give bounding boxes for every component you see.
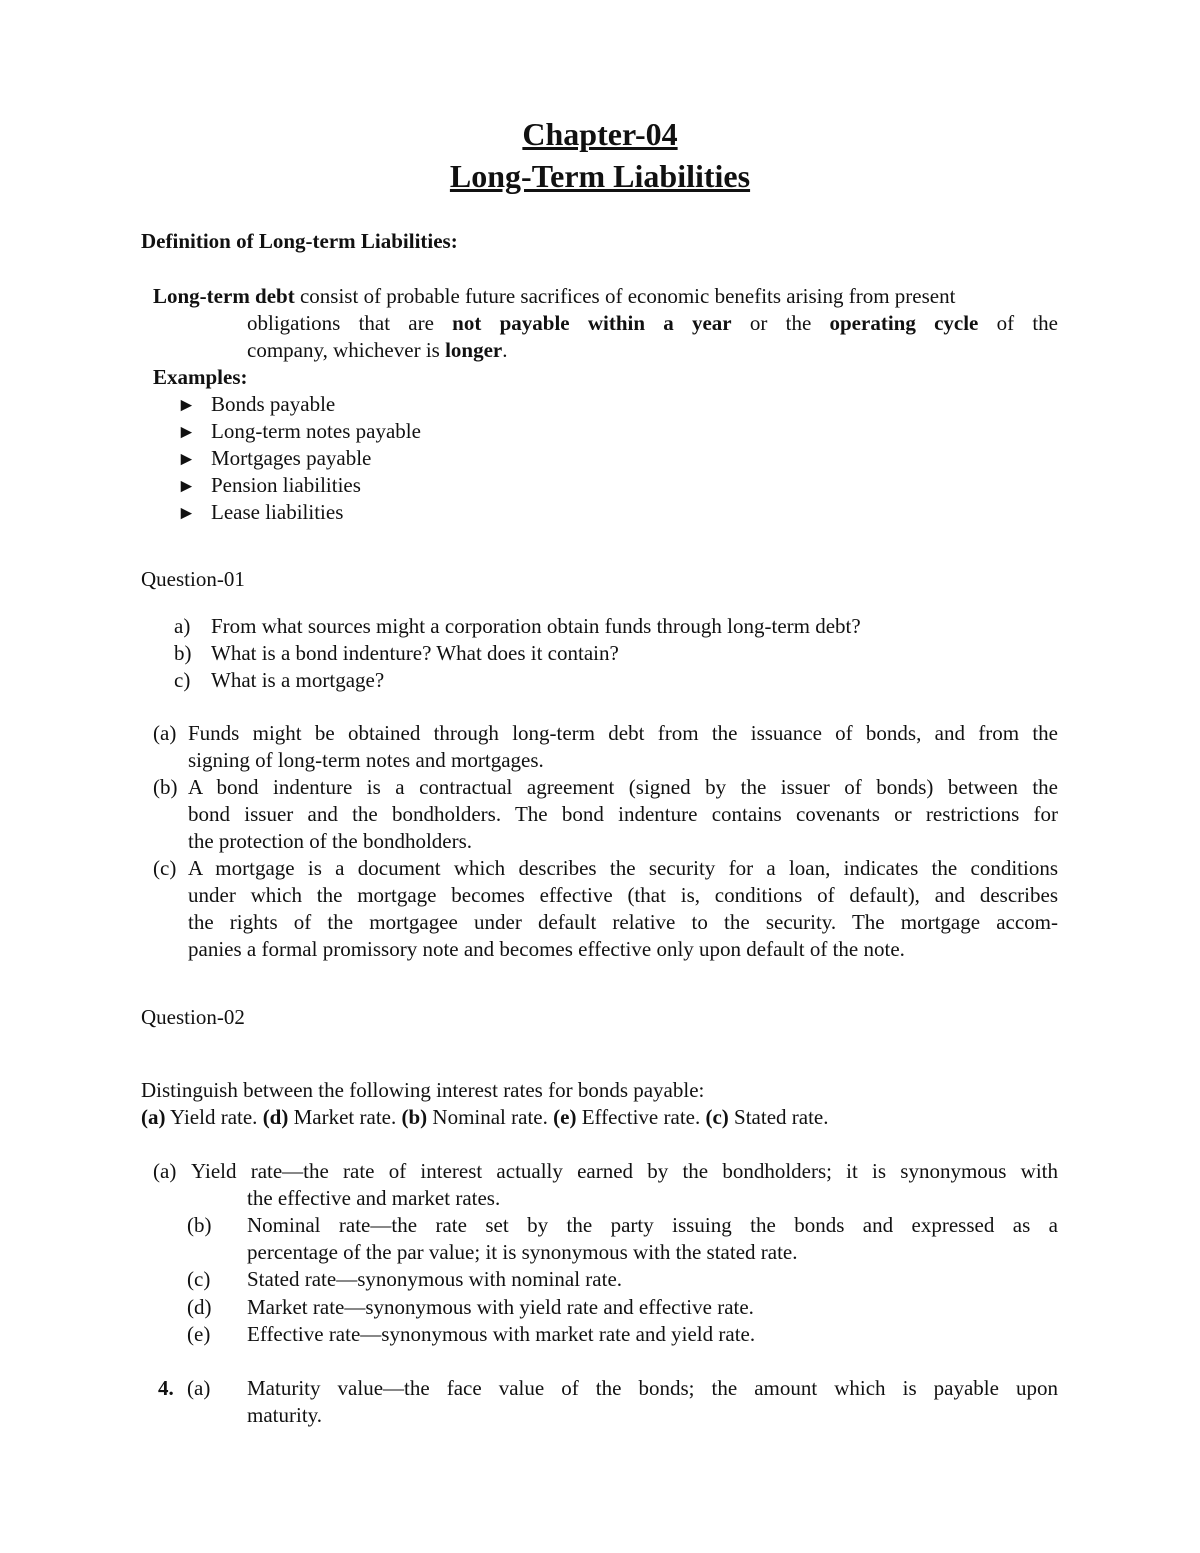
definition-text-2a: obligations that are — [247, 311, 453, 335]
rate-answer-line: the effective and market rates. — [247, 1186, 501, 1210]
example-item — [177, 472, 361, 500]
term-mark: (c) — [705, 1105, 729, 1129]
rate-answer-line: Market rate—synonymous with yield rate and effective rate. — [247, 1295, 754, 1319]
page-title: Long-Term Liabilities — [449, 158, 751, 194]
triangle-bullet-icon: ► — [177, 503, 196, 524]
answer-line: bond issuer and the bondholders. The bond indenture contains covenants or restrictions for — [188, 802, 1058, 826]
answer-line: signing of long-term notes and mortgages. — [188, 748, 544, 772]
rate-answer-line: Yield rate—the rate of interest actually earned by the bondholders; it is synonymous with — [191, 1159, 1058, 1183]
answer-line: under which the mortgage becomes effective (that is, conditions of default), and describes — [188, 883, 1058, 907]
term-mark: (a) — [141, 1105, 166, 1129]
answer-mark-c: (c) — [153, 856, 177, 880]
rate-answer-mark: (b) — [187, 1213, 212, 1237]
term-text: Market rate. — [288, 1105, 402, 1129]
question-mark: c) — [174, 668, 191, 692]
rate-answer-line: Nominal rate—the rate set by the party issuing the bonds and expressed as a — [247, 1213, 1058, 1237]
answer-mark-b: (b) — [153, 775, 178, 799]
answer-mark-a: (a) — [153, 721, 177, 745]
rate-answer-line: Stated rate—synonymous with nominal rate. — [247, 1267, 623, 1291]
question-text: What is a bond indenture? What does it contain? — [211, 641, 619, 665]
example-label: Mortgages payable — [211, 446, 372, 470]
answer-line: A mortgage is a document which describes the security for a loan, indicates the conditions — [188, 856, 1058, 880]
definition-line-3 — [247, 337, 507, 364]
definition-term: Long-term debt — [153, 284, 295, 308]
example-label: Long-term notes payable — [211, 419, 421, 443]
question-02-label: Question-02 — [141, 1005, 245, 1029]
question-02-prompt: Distinguish between the following interest rates for bonds payable: — [141, 1078, 705, 1102]
question-text: What is a mortgage? — [211, 668, 385, 692]
definition-text-2b: or the — [731, 311, 830, 335]
examples-heading: Examples: — [153, 365, 248, 389]
term-mark: (e) — [553, 1105, 577, 1129]
answer-line: the rights of the mortgagee under default relative to the security. The mortgage accom- — [188, 910, 1058, 934]
rate-answer-mark: (d) — [187, 1295, 212, 1319]
example-item — [177, 391, 335, 419]
definition-text-3b: . — [502, 338, 508, 362]
question-mark: a) — [174, 614, 191, 638]
question-01-label: Question-01 — [141, 567, 245, 591]
triangle-bullet-icon: ► — [177, 422, 196, 443]
definition-line-2 — [247, 310, 1058, 337]
triangle-bullet-icon: ► — [177, 395, 196, 416]
answer-line: panies a formal promissory note and becomes effective only upon default of the note. — [188, 937, 905, 961]
answer-line: A bond indenture is a contractual agreement (signed by the issuer of bonds) between the — [188, 775, 1058, 799]
definition-text-2c: of the — [978, 311, 1058, 335]
definition-emphasis-longer: longer — [445, 338, 503, 362]
rate-answer-mark: (c) — [187, 1267, 211, 1291]
question-4-mark: (a) — [187, 1376, 211, 1400]
question-4-line: maturity. — [247, 1403, 323, 1427]
term-text: Yield rate. — [165, 1105, 263, 1129]
question-item — [174, 613, 861, 640]
answer-line: Funds might be obtained through long-term debt from the issuance of bonds, and from the — [188, 721, 1058, 745]
definition-heading: Definition of Long-term Liabilities: — [141, 229, 458, 253]
definition-emphasis-operating-cycle: operating cycle — [829, 311, 979, 335]
definition-text-1: consist of probable future sacrifices of economic benefits arising from present — [294, 284, 956, 308]
example-label: Pension liabilities — [211, 473, 361, 497]
rate-answer-mark: (e) — [187, 1322, 211, 1346]
question-item — [174, 640, 619, 667]
question-text: From what sources might a corporation obtain funds through long-term debt? — [211, 614, 861, 638]
definition-text-3a: company, whichever is — [247, 338, 446, 362]
term-text: Nominal rate. — [427, 1105, 554, 1129]
definition-line-1 — [153, 283, 955, 310]
example-item — [177, 418, 421, 446]
triangle-bullet-icon: ► — [177, 449, 196, 470]
rate-answer-mark: (a) — [153, 1159, 177, 1183]
definition-emphasis-not-payable: not payable within a year — [452, 311, 732, 335]
term-text: Effective rate. — [576, 1105, 706, 1129]
rate-terms-line — [141, 1104, 829, 1131]
answer-line: the protection of the bondholders. — [188, 829, 473, 853]
example-item — [177, 499, 343, 527]
term-mark: (d) — [262, 1105, 289, 1129]
example-label: Lease liabilities — [211, 500, 344, 524]
rate-answer-line: Effective rate—synonymous with market rate and yield rate. — [247, 1322, 756, 1346]
example-label: Bonds payable — [211, 392, 336, 416]
term-text: Stated rate. — [728, 1105, 829, 1129]
question-mark: b) — [174, 641, 192, 665]
question-4-line: Maturity value—the face value of the bonds; the amount which is payable upon — [247, 1376, 1058, 1400]
example-item — [177, 445, 371, 473]
question-item — [174, 667, 384, 694]
term-mark: (b) — [401, 1105, 428, 1129]
question-4-number: 4. — [158, 1376, 174, 1400]
rate-answer-line: percentage of the par value; it is synonymous with the stated rate. — [247, 1240, 798, 1264]
chapter-heading: Chapter-04 — [522, 116, 678, 152]
triangle-bullet-icon: ► — [177, 476, 196, 497]
